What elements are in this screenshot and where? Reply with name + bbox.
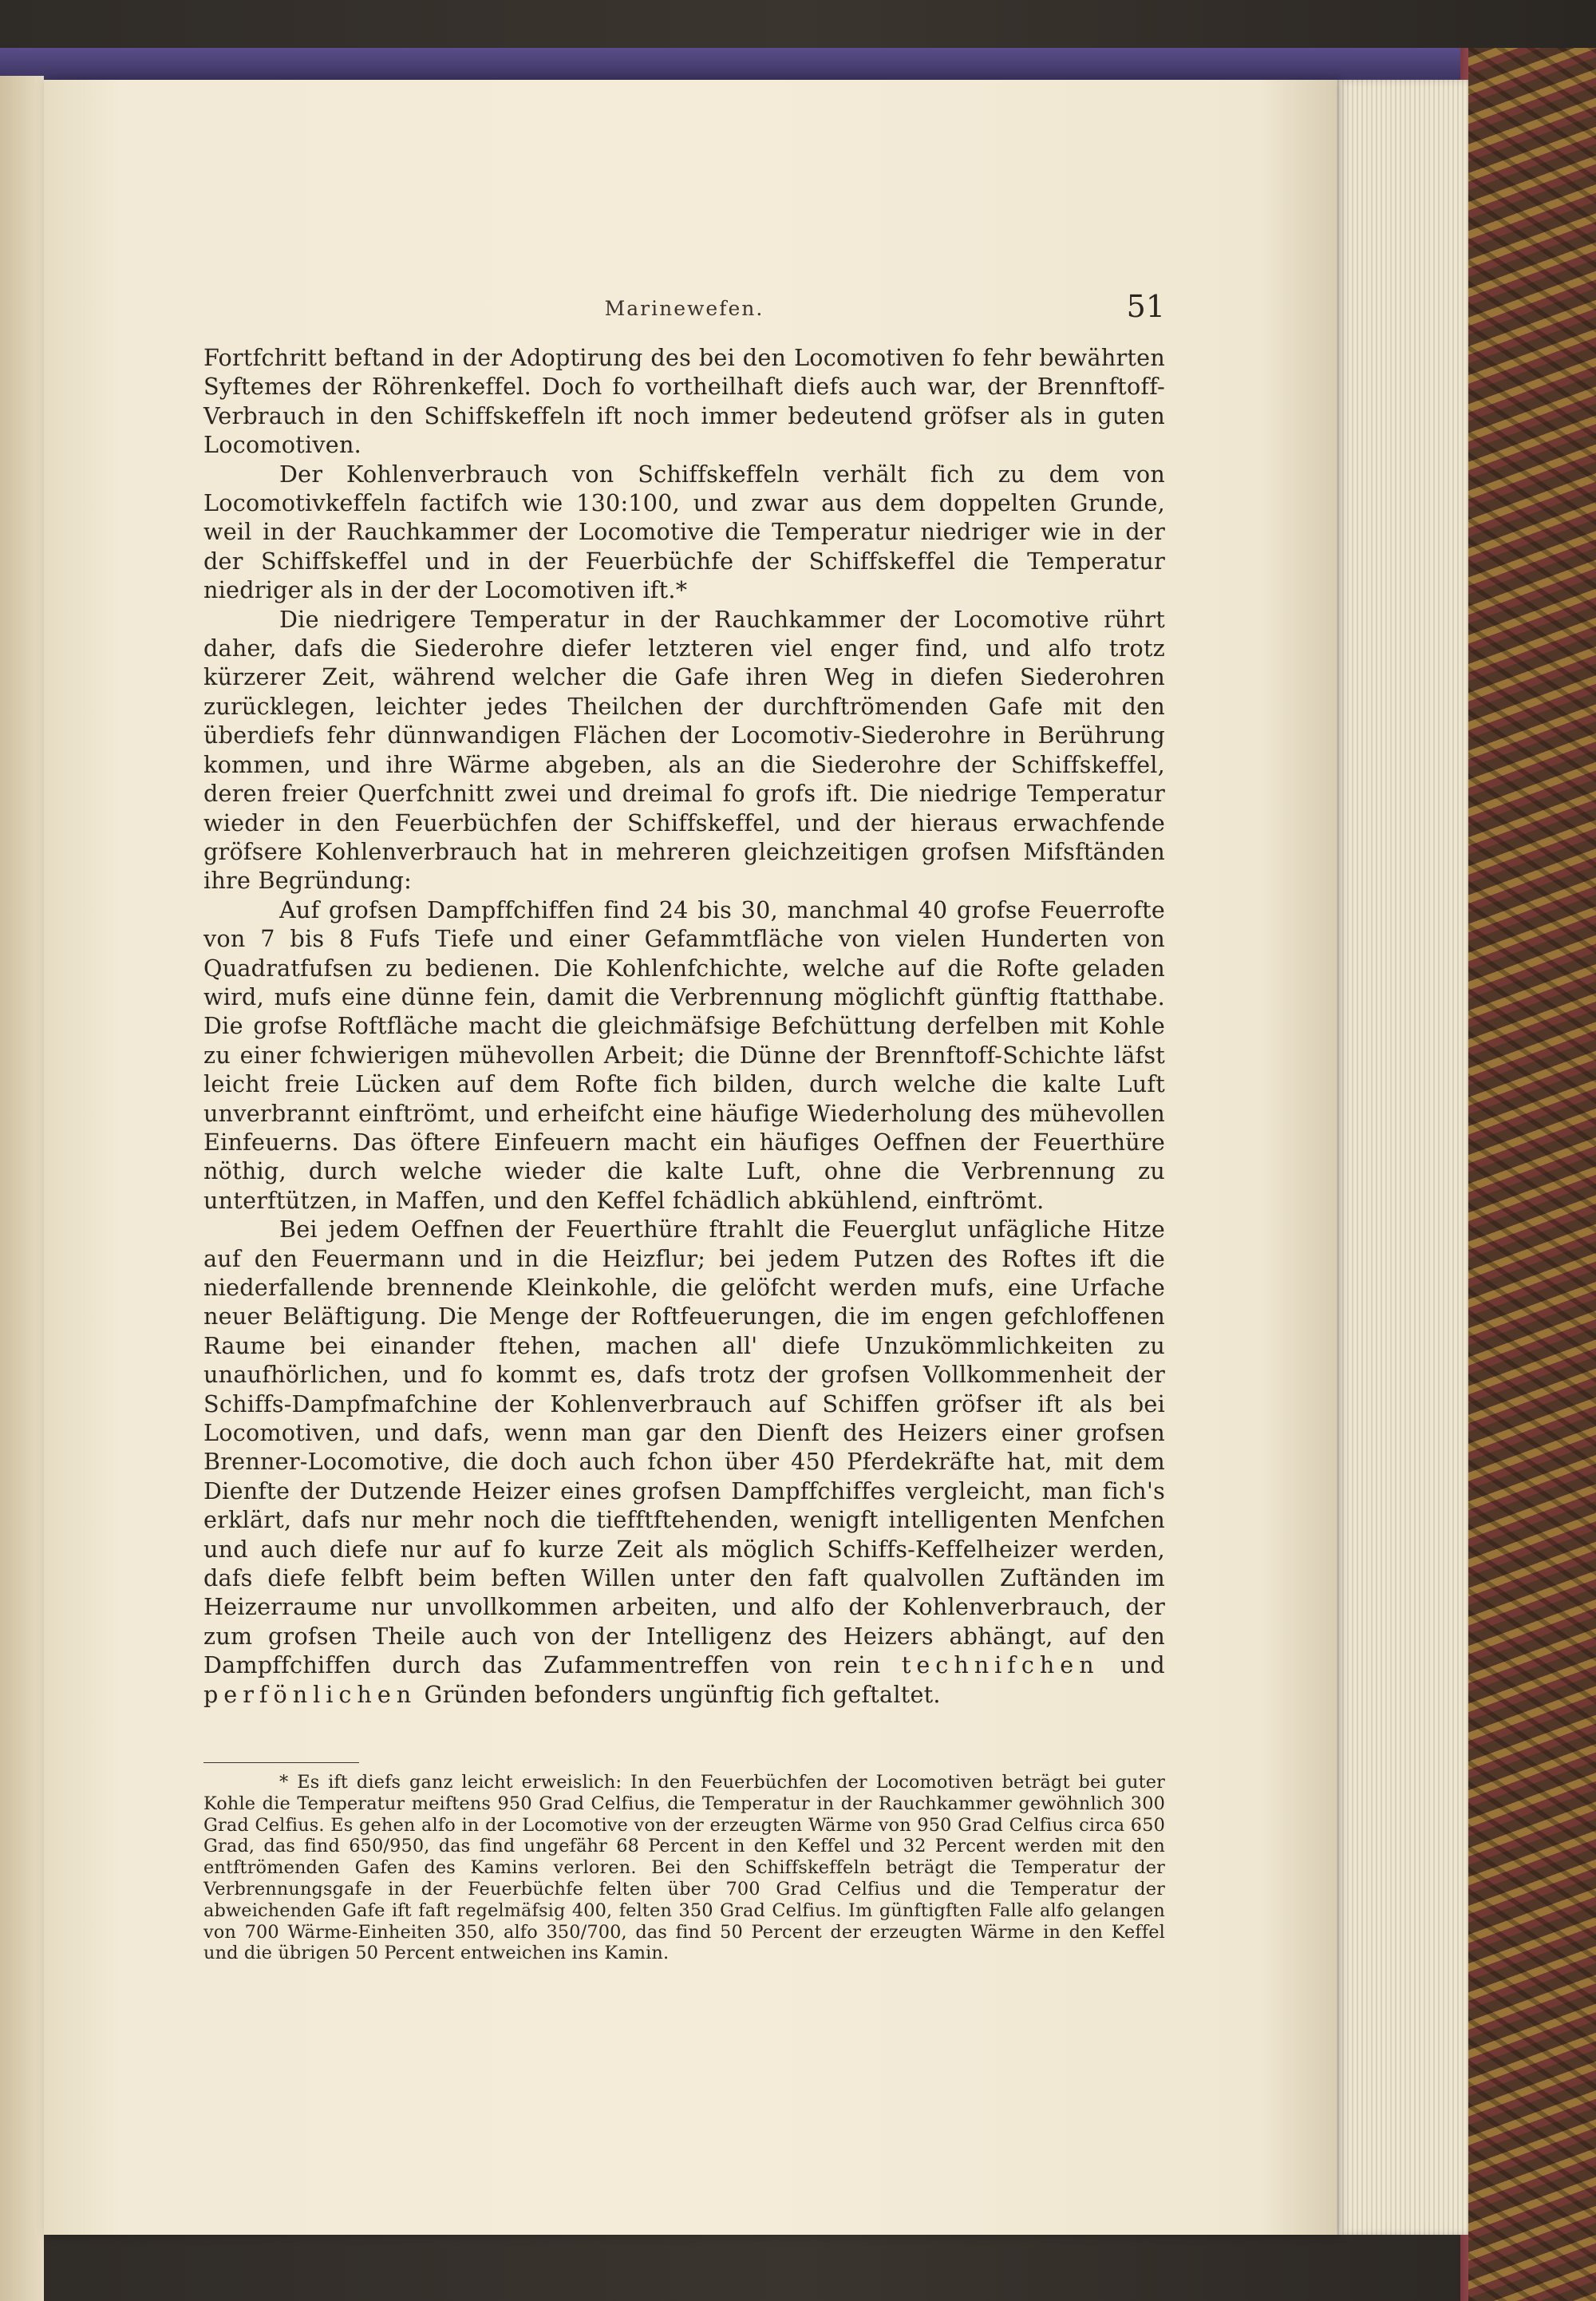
- page-number: 51: [1126, 289, 1165, 324]
- footnote-rule: [203, 1762, 359, 1763]
- running-head: [203, 289, 1165, 329]
- paragraph-5-text-middle: und: [1099, 1651, 1165, 1679]
- book-cover-top-edge: [0, 48, 1596, 80]
- paragraph-2: Der Kohlenverbrauch von Schiffskeffeln verhält fich zu dem von Locomotivkeffeln factifch wie 130:100, und zwar aus dem doppelten Grunde, weil in der Rauchkammer der Locomotive die Temperatur niedriger wie in der der Schiffskeffel und in der Feuerbüchfe der Schiffskeffel die Temperatur niedriger als in der der Locomotiven ift.*: [203, 460, 1165, 604]
- paragraph-4: Auf grofsen Dampffchiffen find 24 bis 30, manchmal 40 grofse Feuerrofte von 7 bis 8 Fufs Tiefe und einer Gefammtfläche von vielen Hunderten von Quadratfufsen zu bedienen. Die Kohlenfchichte, welche auf die Rofte geladen wird, mufs eine dünne fein, damit die Verbrennung möglichft günftig ftatthabe. Die grofse Roftfläche macht die gleichmäfsige Befchüttung derfelben mit Kohle zu einer fchwierigen mühevollen Arbeit; die Dünne der Brennftoff-Schichte läfst leicht freie Lücken auf dem Rofte fich bilden, durch welche die kalte Luft unverbrannt einftrömt, und erheifcht eine häufige Wiederholung des mühevollen Einfeuerns. Das öftere Einfeuern macht ein häufiges Oeffnen der Feuerthüre nöthig, durch welche wieder die kalte Luft, ohne die Verbrennung zu unterftützen, in Maffen, und den Keffel fchädlich abkühlend, einftrömt.: [203, 895, 1165, 1214]
- paragraph-3: Die niedrigere Temperatur in der Rauchkammer der Locomotive rührt daher, dafs die Siederohre diefer letzteren viel enger find, und alfo trotz kürzerer Zeit, während welcher die Gafe ihren Weg in diefen Siederohren zurücklegen, leichter jedes Theilchen der durchftrömenden Gafe mit den überdiefs fehr dünnwandigen Flächen der Locomotiv-Siederohre in Berührung kommen, und ihre Wärme abgeben, als an die Siederohre der Schiffskeffel, deren freier Querfchnitt zwei und dreimal fo grofs ift. Die niedrige Temperatur wieder in den Feuerbüchfen der Schiffskeffel, und der hieraus erwachfende gröfsere Kohlenverbrauch hat in mehreren gleichzeitigen grofsen Mifsftänden ihre Begründung:: [203, 605, 1165, 895]
- paragraph-1: Fortfchritt beftand in der Adoptirung des bei den Locomotiven fo fehr bewährten Syftemes der Röhrenkeffel. Doch fo vortheilhaft diefs auch war, der Brennftoff-Verbrauch in den Schiffskeffeln ift noch immer bedeutend gröfser als in guten Locomotiven.: [203, 344, 1165, 459]
- book-page: [44, 80, 1337, 2235]
- paragraph-5-text-after: Gründen befonders ungünftig fich geftaltet.: [417, 1680, 941, 1708]
- paragraph-5: [203, 1215, 1165, 1709]
- paragraph-5-spaced-word-1: technifchen: [901, 1651, 1100, 1679]
- page-stack-edge: [1325, 80, 1468, 2235]
- body-text: [203, 343, 1165, 1709]
- paragraph-5-text-before: Bei jedem Oeffnen der Feuerthüre ftrahlt die Feuerglut unfägliche Hitze auf den Feuermann und in die Heizflur; bei jedem Putzen des Roftes ift die niederfallende brennende Kleinkohle, die gelöfcht werden mufs, eine Urfache neuer Beläftigung. Die Menge der Roftfeuerungen, die im engen gefchloffenen Raume bei einander ftehen, machen all' diefe Unzukömmlichkeiten zu unaufhörlichen, und fo kommt es, dafs trotz der grofsen Vollkommenheit der Schiffs-Dampfmafchine der Kohlenverbrauch auf Schiffen gröfser ift als bei Locomotiven, und dafs, wenn man gar den Dienft des Heizers einer grofsen Brenner-Locomotive, die doch auch fchon über 450 Pferdekräfte hat, mit dem Dienfte der Dutzende Heizer eines grofsen Dampffchiffes vergleicht, man fich's erklärt, dafs nur mehr noch die tiefftftehenden, wenigft intelligenten Menfchen und auch diefe nur auf fo kurze Zeit als möglich Schiffs-Keffelheizer werden, dafs diefe felbft beim beften Willen unter den faft qualvollen Zuftänden im Heizerraume nur unvollkommen arbeiten, und alfo der Kohlenverbrauch, der zum grofsen Theile auch von der Intelligenz des Heizers abhängt, auf den Dampffchiffen durch das Zufammentreffen von rein: [203, 1216, 1165, 1679]
- paragraph-5-spaced-word-2: perfönlichen: [203, 1680, 417, 1708]
- running-title: Marinewefen.: [604, 297, 764, 320]
- facing-page-edge: [0, 76, 44, 2301]
- footnote-1: * Es ift diefs ganz leicht erweislich: In den Feuerbüchfen der Locomotiven beträgt bei guter Kohle die Temperatur meiftens 950 Grad Celfius, die Temperatur in der Rauchkammer gewöhnlich 300 Grad Celfius. Es gehen alfo in der Locomotive von der erzeugten Wärme von 950 Grad Celfius circa 650 Grad, das find 650/950, das find ungefähr 68 Percent in den Keffel und 32 Percent werden mit den entftrömenden Gafen des Kamins verloren. Bei den Schiffskeffeln beträgt die Temperatur der Verbrennungsgafe in der Feuerbüchfe felten über 700 Grad Celfius und die Temperatur der abweichenden Gafe ift faft regelmäfsig 400, felten 350 Grad Celfius. Im günftigften Falle alfo gelangen von 700 Wärme-Einheiten 350, alfo 350/700, das find 50 Percent der erzeugten Wärme in den Keffel und die übrigen 50 Percent entweichen ins Kamin.: [203, 1772, 1165, 1964]
- footnotes: [203, 1772, 1165, 1964]
- marbled-cover-edge: [1468, 48, 1596, 2301]
